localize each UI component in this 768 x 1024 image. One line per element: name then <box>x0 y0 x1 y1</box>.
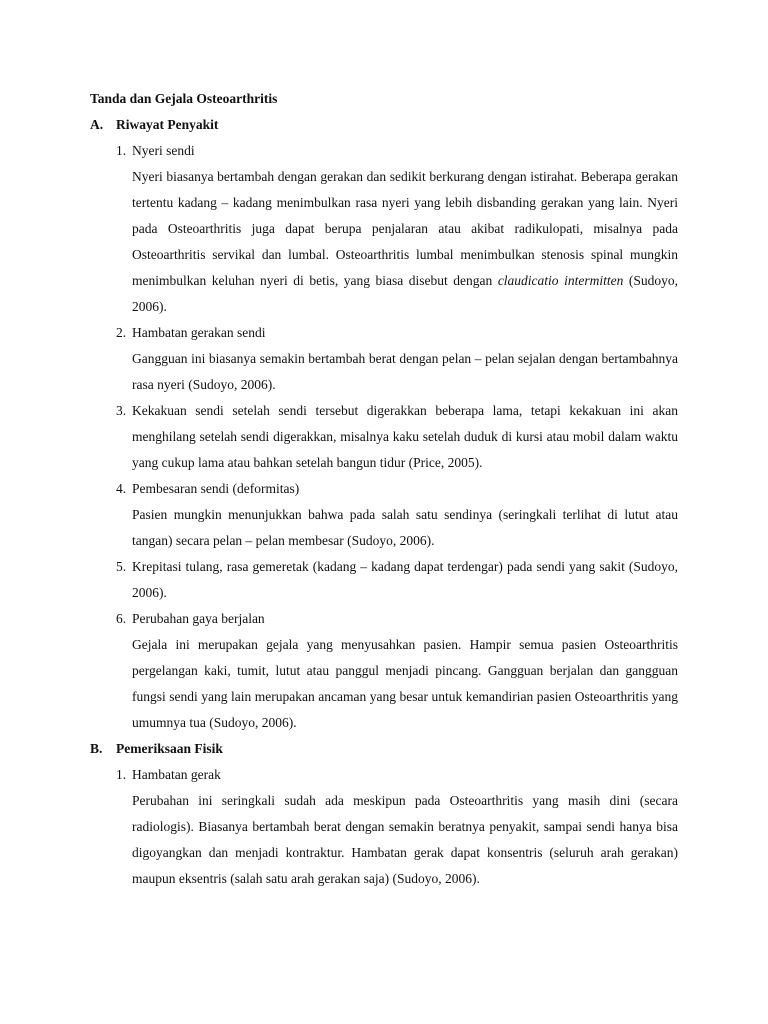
list-item-a4 <box>90 476 678 502</box>
item-number: 4. <box>116 481 127 496</box>
item-number: 1. <box>116 143 127 158</box>
item-paragraph: Gejala ini merupakan gejala yang menyusahkan pasien. Hampir semua pasien Osteoarthritis pergelangan kaki, tumit, lutut atau panggul menjadi pincang. Gangguan berjalan dan gangguan fungsi sendi yang lain merupakan ancaman yang besar untuk kemandirian pasien Osteoarthritis yang umumnya tua (Sudoyo, 2006). <box>132 637 678 730</box>
item-heading: Nyeri sendi <box>132 143 195 158</box>
citation-text: (Sudoyo, 2006). <box>132 273 678 314</box>
section-a-heading <box>90 112 678 138</box>
item-number: 6. <box>116 611 127 626</box>
item-number: 2. <box>116 325 127 340</box>
section-title: Pemeriksaan Fisik <box>116 741 223 756</box>
document-body <box>90 86 678 892</box>
section-letter: A. <box>90 117 104 132</box>
item-number: 3. <box>116 403 127 418</box>
list-item-a5 <box>90 554 678 606</box>
section-title: Riwayat Penyakit <box>116 117 219 132</box>
item-text: Kekakuan sendi setelah sendi tersebut digerakkan beberapa lama, tetapi kekakuan ini akan menghilang setelah sendi digerakkan, misalnya kaku setelah duduk di kursi atau mobil dalam waktu yang cukup lama atau bahkan setelah bangun tidur (Price, 2005). <box>132 403 678 470</box>
item-heading: Hambatan gerak <box>132 767 221 782</box>
item-paragraph: Perubahan ini seringkali sudah ada meskipun pada Osteoarthritis yang masih dini (secara radiologis). Biasanya bertambah berat dengan semakin beratnya penyakit, sampai sendi hanya bisa digoyangkan dan menjadi kontraktur. Hambatan gerak dapat konsentris (seluruh arah gerakan) maupun eksentris (salah satu arah gerakan saja) (Sudoyo, 2006). <box>132 793 678 886</box>
document-title: Tanda dan Gejala Osteoarthritis <box>90 91 278 106</box>
list-item-a1 <box>90 138 678 164</box>
list-item-a3 <box>90 398 678 476</box>
italic-term: claudicatio intermitten <box>497 273 624 288</box>
list-item-b1 <box>90 762 678 788</box>
item-text: Krepitasi tulang, rasa gemeretak (kadang – kadang dapat terdengar) pada sendi yang sakit (Sudoyo, 2006). <box>132 559 678 600</box>
item-heading: Pembesaran sendi (deformitas) <box>132 481 300 496</box>
item-heading: Hambatan gerakan sendi <box>132 325 266 340</box>
section-b-heading <box>90 736 678 762</box>
item-paragraph <box>90 164 678 320</box>
list-item-a2 <box>90 320 678 346</box>
item-heading: Perubahan gaya berjalan <box>132 611 265 626</box>
section-letter: B. <box>90 741 103 756</box>
paragraph-text: Nyeri biasanya bertambah dengan gerakan dan sedikit berkurang dengan istirahat. Beberapa gerakan tertentu kadang – kadang menimbulkan rasa nyeri yang lebih disbanding gerakan yang lain. Nyeri pada Osteoarthritis juga dapat berupa penjalaran atau akibat radikulopati, misalnya pada Osteoarthritis servikal dan lumbal. Osteoarthritis lumbal menimbulkan stenosis spinal mungkin menimbulkan keluhan nyeri di betis, yang biasa disebut dengan <box>132 169 678 288</box>
item-paragraph: Pasien mungkin menunjukkan bahwa pada salah satu sendinya (seringkali terlihat di lutut atau tangan) secara pelan – pelan membesar (Sudoyo, 2006). <box>132 507 678 548</box>
item-number: 5. <box>116 559 127 574</box>
item-paragraph: Gangguan ini biasanya semakin bertambah berat dengan pelan – pelan sejalan dengan bertambahnya rasa nyeri (Sudoyo, 2006). <box>132 351 678 392</box>
list-item-a6 <box>90 606 678 632</box>
item-number: 1. <box>116 767 127 782</box>
